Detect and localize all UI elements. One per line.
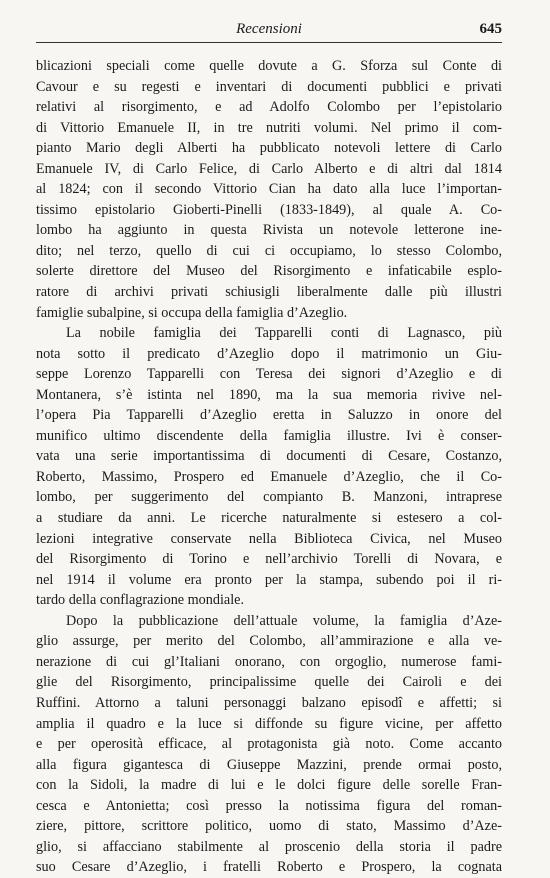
text-line: vata una serie importantissima di documenti di Cesare, Costanzo, [36,448,502,465]
text-line: con la Sidoli, la madre di lui e le dolci figure delle sorelle Fran- [36,777,502,794]
text-line: Emanuele IV, di Carlo Felice, di Carlo Alberto e di altri dal 1814 [36,160,502,177]
text-line: solerte direttore del Museo del Risorgimento e infaticabile esplo- [36,263,502,280]
text-line: nerazione di cui gl’Italiani onorano, con orgoglio, numerose fami- [36,653,502,670]
text-line: famiglie subalpine, si occupa della famiglia d’Azeglio. [36,304,348,321]
header-rule [36,42,502,43]
text-line: tardo della conflagrazione mondiale. [36,592,244,609]
text-line: Roberto, Massimo, Prospero ed Emanuele d’Azeglio, che il Co- [36,468,502,485]
running-title: Recensioni [236,21,302,37]
text-line: a studiare da anni. Le ricerche naturalmente si estesero a col- [36,510,502,527]
text-line: glio, si affacciano stabilmente al proscenio della storia il padre [36,838,502,855]
text-line: nel 1914 il volume era pronto per la stampa, subendo poi il ri- [36,571,502,588]
text-line: munifico ultimo discendente della famiglia illustre. Ivi è conser- [36,427,502,444]
text-line: cesca e Antonietta; così presso la notissima figura del roman- [36,797,502,814]
page-header [36,21,502,43]
page-number: 645 [479,21,502,37]
text-line: Ruffini. Attorno a taluni personaggi balzano episodî e affetti; si [36,694,502,711]
text-line: al 1824; con il secondo Vittorio Cian ha dato alla luce l’importan- [36,181,502,198]
text-line: lombo ha aggiunto in questa Rivista un notevole letterone ine- [36,222,502,239]
text-line: nota sotto il predicato d’Azeglio dopo il matrimonio un Giu- [36,345,502,362]
text-line: ziere, pittore, scrittore politico, uomo di stato, Massimo d’Aze- [36,818,502,835]
text-line: Montanera, s’è istinta nel 1890, ma la sua memoria rivive nel- [36,386,502,403]
text-line: pianto Mario degli Alberti ha pubblicato notevoli lettere di Carlo [36,140,502,157]
text-line: Cavour e su regesti e inventari di documenti pubblici e privati [36,78,502,95]
text-line: tissimo epistolario Gioberti-Pinelli (1833-1849), al quale A. Co- [36,201,502,218]
text-line: e per operosità efficace, al protagonista già noto. Come accanto [36,736,502,753]
text-line: glie del Risorgimento, principalissime quelle dei Cairoli e dei [36,674,502,691]
text-line: relativi al risorgimento, e ad Adolfo Colombo per l’epistolario [36,99,502,116]
text-line: glio assurge, per merito del Colombo, all’ammirazione e alla ve- [36,633,502,650]
text-line: lombo, per suggerimento del compianto B. Manzoni, intraprese [36,489,502,506]
text-line: ratore di archivi privati schiusigli liberalmente dalle più illustri [36,284,502,301]
text-line: seppe Lorenzo Tapparelli con Teresa dei signori d’Azeglio e di [36,366,502,383]
text-line: suo Cesare d’Azeglio, i fratelli Roberto e Prospero, la cognata [36,859,502,876]
body-text [36,56,502,878]
text-line: di Vittorio Emanuele II, in tre nutriti volumi. Nel primo il com- [36,119,502,136]
text-line: Dopo la pubblicazione dell’attuale volume, la famiglia d’Aze- [66,612,502,629]
text-line: blicazioni speciali come quelle dovute a G. Sforza sul Conte di [36,58,502,74]
text-line: dito; nel terzo, quello di cui ci occupiamo, lo stesso Colombo, [36,242,502,259]
text-line: l’opera Pia Tapparelli d’Azeglio eretta in Saluzzo in onore del [36,407,502,424]
text-line: alla figura gigantesca di Giuseppe Mazzini, prende ormai posto, [36,756,502,773]
text-line: del Risorgimento di Torino e nell’archivio Torelli di Novara, e [36,551,502,568]
text-line: amplia il quadro e la luce si diffonde su figure vicine, per affetto [36,715,502,732]
text-line: La nobile famiglia dei Tapparelli conti di Lagnasco, più [66,325,502,342]
text-line: lezioni integrative conservate nella Biblioteca Civica, nel Museo [36,530,502,547]
